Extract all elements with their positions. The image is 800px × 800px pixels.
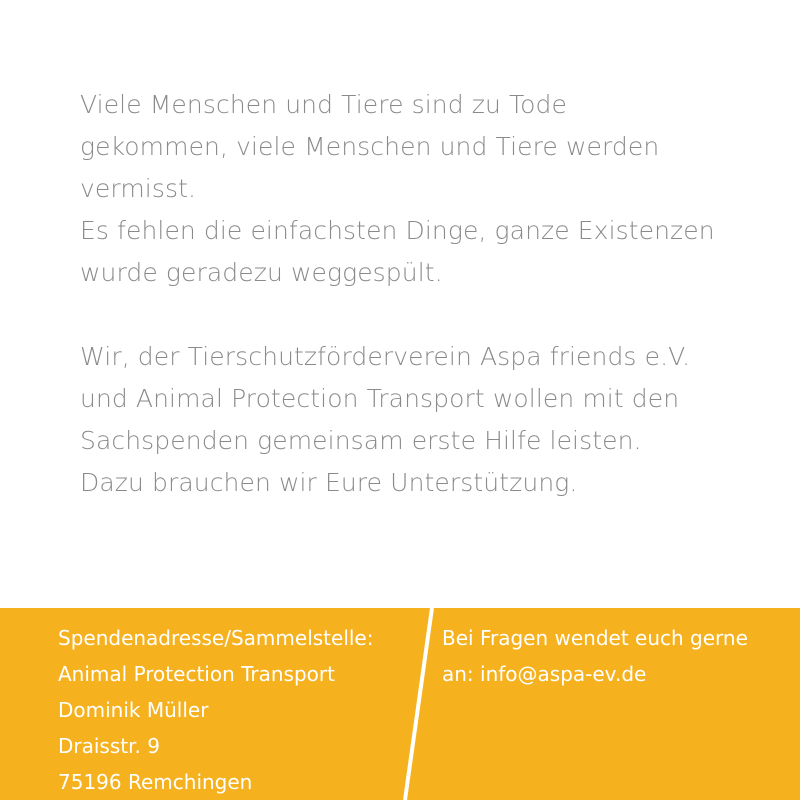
- address-city: 75196 Remchingen: [58, 770, 253, 794]
- intro-line: Sachspenden gemeinsam erste Hilfe leisten.: [80, 426, 642, 455]
- donation-address: [58, 620, 373, 800]
- intro-line: vermisst.: [80, 174, 197, 203]
- address-heading: Spendenadresse/Sammelstelle:: [58, 626, 374, 650]
- address-street: Draisstr. 9: [58, 734, 160, 758]
- intro-line: und Animal Protection Transport wollen mit den: [80, 384, 680, 413]
- contact-email-line[interactable]: an: info@aspa-ev.de: [442, 662, 647, 686]
- intro-paragraph-2: [80, 336, 760, 504]
- address-name: Dominik Müller: [58, 698, 209, 722]
- intro-line: Wir, der Tierschutzförderverein Aspa friends e.V.: [80, 342, 691, 371]
- intro-line: Es fehlen die einfachsten Dinge, ganze Existenzen: [80, 216, 715, 245]
- contact-info: [442, 620, 748, 692]
- intro-line: wurde geradezu weggespült.: [80, 258, 443, 287]
- contact-line-1: Bei Fragen wendet euch gerne: [442, 626, 748, 650]
- intro-paragraph-1: [80, 84, 760, 294]
- intro-line: gekommen, viele Menschen und Tiere werden: [80, 132, 660, 161]
- footer-banner: [0, 608, 800, 800]
- intro-line: Viele Menschen und Tiere sind zu Tode: [80, 90, 567, 119]
- intro-line: Dazu brauchen wir Eure Unterstützung.: [80, 468, 578, 497]
- address-organization: Animal Protection Transport: [58, 662, 335, 686]
- intro-text: [80, 84, 760, 504]
